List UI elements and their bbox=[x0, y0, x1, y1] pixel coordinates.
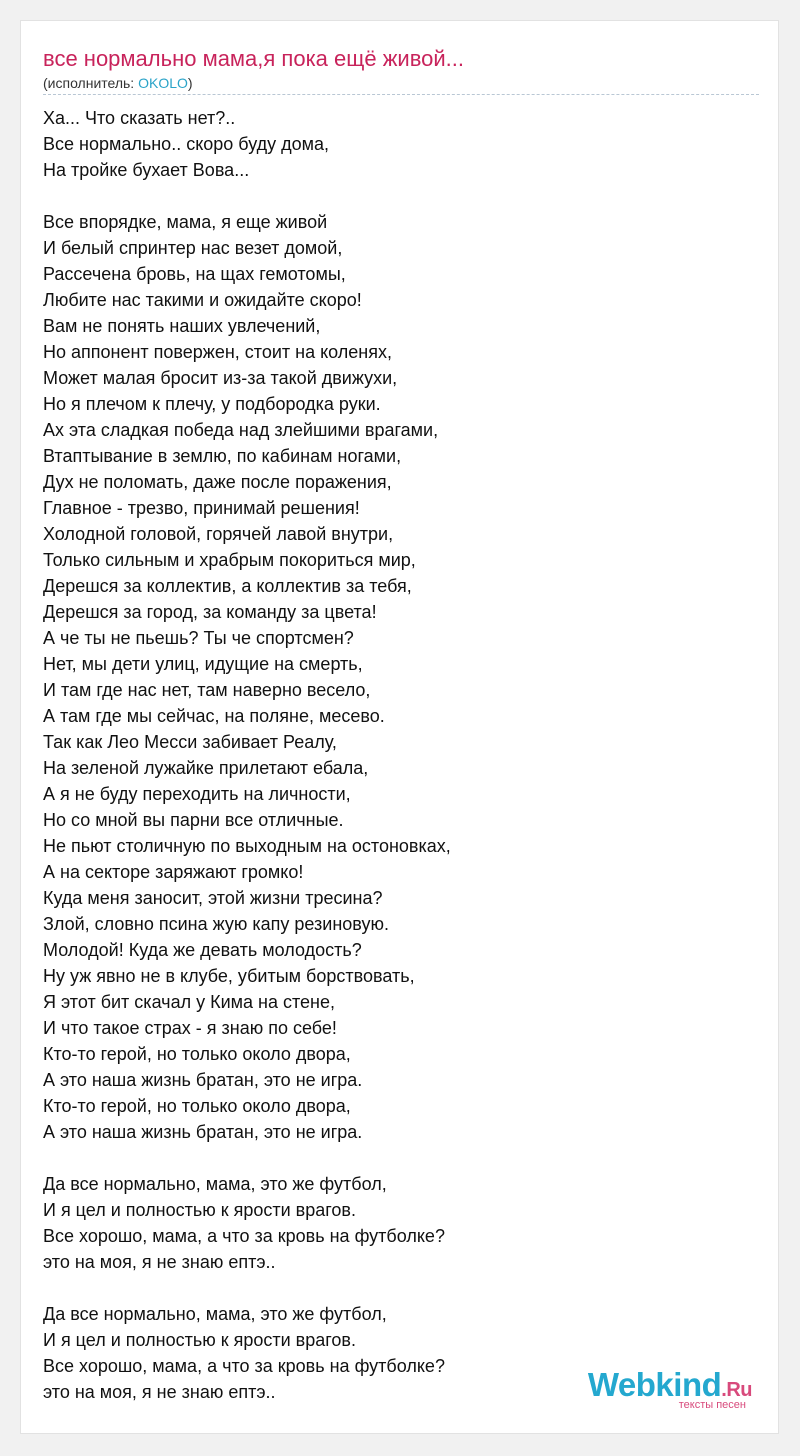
lyrics-line: А я не буду переходить на личности, bbox=[43, 784, 351, 804]
lyrics-line: Вам не понять наших увлечений, bbox=[43, 316, 321, 336]
lyrics-card bbox=[20, 20, 779, 1434]
lyrics-line: Куда меня заносит, этой жизни тресина? bbox=[43, 888, 383, 908]
lyrics-line: Я этот бит скачал у Кима на стене, bbox=[43, 992, 335, 1012]
lyrics-line: И белый спринтер нас везет домой, bbox=[43, 238, 343, 258]
lyrics-line: Все хорошо, мама, а что за кровь на футболке? bbox=[43, 1226, 445, 1246]
lyrics-line: Главное - трезво, принимай решения! bbox=[43, 498, 360, 518]
lyrics-line: Ну уж явно не в клубе, убитым борствовать, bbox=[43, 966, 415, 986]
lyrics-line: Молодой! Куда же девать молодость? bbox=[43, 940, 362, 960]
lyrics-line: А это наша жизнь братан, это не игра. bbox=[43, 1122, 363, 1142]
lyrics-line: это на моя, я не знаю ептэ.. bbox=[43, 1252, 276, 1272]
lyrics-line: На тройке бухает Вова... bbox=[43, 160, 250, 180]
lyrics-line: Втаптывание в землю, по кабинам ногами, bbox=[43, 446, 402, 466]
lyrics-line: А там где мы сейчас, на поляне, месево. bbox=[43, 706, 385, 726]
lyrics-line: Ха... Что сказать нет?.. bbox=[43, 108, 236, 128]
lyrics-line: А на секторе заряжают громко! bbox=[43, 862, 304, 882]
lyrics-line: Только сильным и храбрым покориться мир, bbox=[43, 550, 416, 570]
lyrics-line: Дерешся за коллектив, а коллектив за тебя, bbox=[43, 576, 412, 596]
lyrics-stanza bbox=[43, 1171, 759, 1275]
artist-line bbox=[43, 74, 193, 92]
artist-suffix: ) bbox=[187, 75, 193, 91]
lyrics-line: Ах эта сладкая победа над злейшими врагами, bbox=[43, 420, 439, 440]
logo-tld: .Ru bbox=[721, 1379, 752, 1401]
lyrics-line: И я цел и полностью к ярости врагов. bbox=[43, 1330, 356, 1350]
site-logo[interactable] bbox=[562, 1367, 752, 1411]
lyrics-line: Но со мной вы парни все отличные. bbox=[43, 810, 344, 830]
lyrics-line: А че ты не пьешь? Ты че спортсмен? bbox=[43, 628, 354, 648]
lyrics-line: Кто-то герой, но только около двора, bbox=[43, 1044, 351, 1064]
lyrics-line: Но аппонент повержен, стоит на коленях, bbox=[43, 342, 392, 362]
lyrics-line: И я цел и полностью к ярости врагов. bbox=[43, 1200, 356, 1220]
logo-tagline: тексты песен bbox=[678, 1399, 746, 1411]
lyrics-line: Так как Лео Месси забивает Реалу, bbox=[43, 732, 337, 752]
lyrics-line: Все нормально.. скоро буду дома, bbox=[43, 134, 330, 154]
logo-name: Webkind bbox=[587, 1366, 722, 1403]
lyrics-line: это на моя, я не знаю ептэ.. bbox=[43, 1382, 276, 1402]
artist-link[interactable]: OKOLO bbox=[138, 75, 188, 91]
lyrics-line: На зеленой лужайке прилетают ебала, bbox=[43, 758, 369, 778]
title-divider bbox=[43, 94, 759, 95]
artist-prefix: (исполнитель: bbox=[43, 75, 139, 91]
lyrics-line: Злой, словно псина жую капу резиновую. bbox=[43, 914, 389, 934]
lyrics-line: Но я плечом к плечу, у подбородка руки. bbox=[43, 394, 381, 414]
lyrics-line: Кто-то герой, но только около двора, bbox=[43, 1096, 351, 1116]
lyrics-line: Холодной головой, горячей лавой внутри, bbox=[43, 524, 394, 544]
lyrics-stanza bbox=[43, 209, 759, 1145]
lyrics-line: Да все нормально, мама, это же футбол, bbox=[43, 1304, 387, 1324]
lyrics-stanza bbox=[43, 105, 759, 183]
lyrics-line: Может малая бросит из-за такой движухи, bbox=[43, 368, 398, 388]
lyrics-line: Дух не поломать, даже после поражения, bbox=[43, 472, 392, 492]
lyrics-line: Не пьют столичную по выходным на остоновках, bbox=[43, 836, 451, 856]
lyrics-text bbox=[43, 105, 759, 1431]
lyrics-line: А это наша жизнь братан, это не игра. bbox=[43, 1070, 363, 1090]
lyrics-line: Любите нас такими и ожидайте скоро! bbox=[43, 290, 362, 310]
lyrics-line: Все впорядке, мама, я еще живой bbox=[43, 212, 328, 232]
lyrics-line: Рассечена бровь, на щах гемотомы, bbox=[43, 264, 346, 284]
lyrics-line: Да все нормально, мама, это же футбол, bbox=[43, 1174, 387, 1194]
lyrics-line: Все хорошо, мама, а что за кровь на футболке? bbox=[43, 1356, 445, 1376]
lyrics-line: И что такое страх - я знаю по себе! bbox=[43, 1018, 337, 1038]
lyrics-line: Дерешся за город, за команду за цвета! bbox=[43, 602, 377, 622]
lyrics-line: Нет, мы дети улиц, идущие на смерть, bbox=[43, 654, 363, 674]
lyrics-line: И там где нас нет, там наверно весело, bbox=[43, 680, 371, 700]
song-title: все нормально мама,я пока ещё живой... bbox=[43, 46, 465, 71]
